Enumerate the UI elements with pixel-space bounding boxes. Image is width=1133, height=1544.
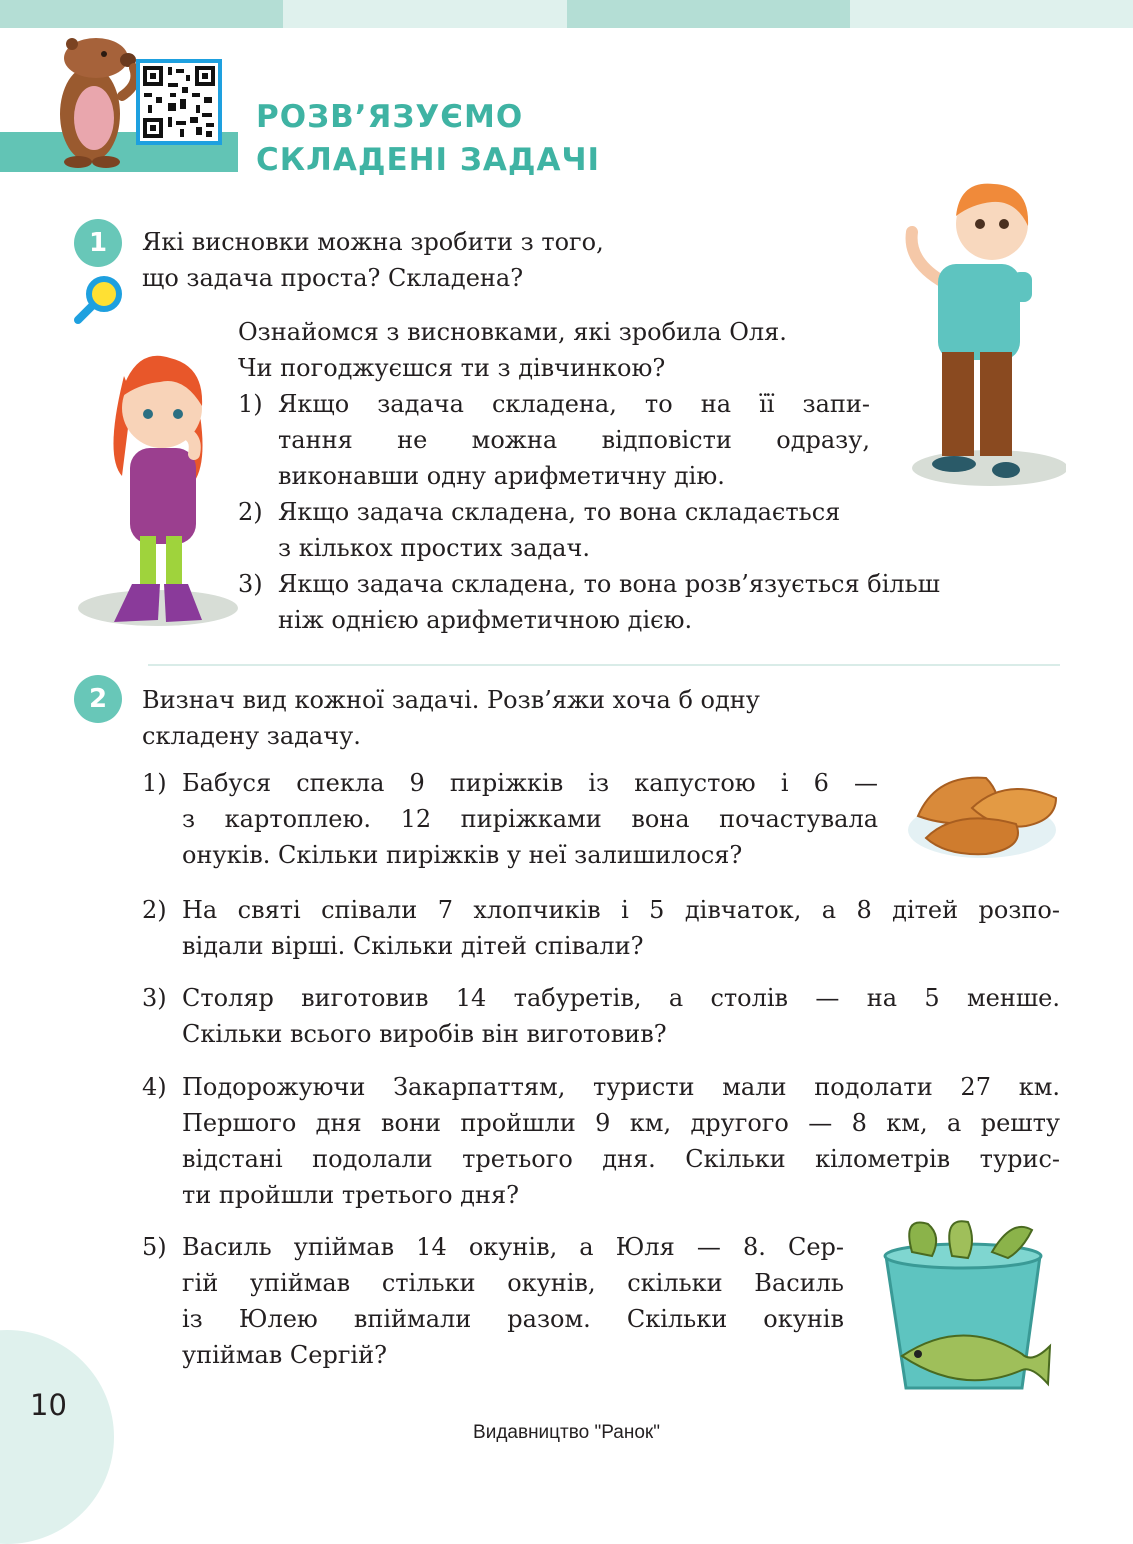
text-line: Василь упіймав 14 окунів, а Юля — 8. Сер- [182, 1233, 844, 1261]
task1-intro [238, 314, 787, 386]
list-item [142, 1229, 844, 1373]
list-item [238, 386, 870, 494]
text-line: Якщо задача складена, то вона розв’язується більш [278, 570, 940, 598]
top-stripe [283, 0, 567, 28]
list-item [238, 494, 938, 566]
qr-code-icon[interactable] [136, 59, 222, 145]
publisher-credit: Видавництво "Ранок" [473, 1422, 660, 1443]
list-item [142, 1069, 1060, 1213]
list-item [142, 765, 878, 873]
list-item [142, 980, 1060, 1052]
text-line: Першого дня вони пройшли 9 км, другого — 8 км, а решту [182, 1109, 1060, 1137]
text-line: що задача проста? Складена? [142, 264, 524, 292]
fish-bucket-illustration [872, 1216, 1060, 1402]
text-line: Якщо задача складена, то на її запи- [278, 390, 870, 418]
text-line: гій упіймав стільки окунів, скільки Василь [182, 1269, 844, 1297]
list-item-number: 3) [238, 570, 263, 598]
task1-question [142, 224, 604, 296]
top-stripe [0, 0, 283, 28]
text-line: із Юлею впіймали разом. Скільки окунів [182, 1305, 844, 1333]
text-line: тання не можна відповісти одразу, [278, 426, 870, 454]
text-line: Бабуся спекла 9 пиріжків із капустою і 6 — [182, 769, 878, 797]
text-line: Подорожуючи Закарпаттям, туристи мали подолати 27 км. [182, 1073, 1060, 1101]
task-number-badge: 1 [74, 219, 122, 267]
list-item-number: 2) [142, 896, 167, 924]
text-line: з кількох простих задач. [278, 534, 590, 562]
text-line: Які висновки можна зробити з того, [142, 228, 604, 256]
title-line: СКЛАДЕНІ ЗАДАЧІ [256, 142, 601, 178]
list-item-number: 4) [142, 1073, 167, 1101]
text-line: упіймав Сергій? [182, 1341, 387, 1369]
text-line: Визнач вид кожної задачі. Розв’яжи хоча б одну [142, 686, 760, 714]
text-line: Чи погоджуєшся ти з дівчинкою? [238, 354, 666, 382]
title-line: РОЗВ’ЯЗУЄМО [256, 99, 524, 135]
text-line: Скільки всього виробів він виготовив? [182, 1020, 667, 1048]
text-line: з картоплею. 12 пиріжками вона почастувала [182, 805, 878, 833]
text-line: онуків. Скільки пиріжків у неї залишилося? [182, 841, 743, 869]
page-number: 10 [30, 1388, 67, 1422]
text-line: складену задачу. [142, 722, 361, 750]
text-line: Ознайомся з висновками, які зробила Оля. [238, 318, 787, 346]
page-title [256, 96, 600, 182]
text-line: відстані подолали третього дня. Скільки кілометрів турис- [182, 1145, 1060, 1173]
top-stripe [850, 0, 1133, 28]
text-line: відали вірші. Скільки дітей співали? [182, 932, 644, 960]
list-item-number: 2) [238, 498, 263, 526]
list-item-number: 1) [142, 769, 167, 797]
magnifier-icon [70, 274, 126, 328]
list-item [238, 566, 1058, 638]
top-stripe [567, 0, 850, 28]
text-line: виконавши одну арифметичну дію. [278, 462, 725, 490]
task-number-badge: 2 [74, 675, 122, 723]
list-item-number: 5) [142, 1233, 167, 1261]
section-divider [148, 664, 1060, 666]
pies-illustration [906, 768, 1060, 862]
text-line: Столяр виготовив 14 табуретів, а столів — на 5 менше. [182, 984, 1060, 1012]
capybara-mascot-icon [48, 34, 144, 170]
girl-illustration [74, 336, 238, 630]
text-line: ти пройшли третього дня? [182, 1181, 519, 1209]
list-item-number: 1) [238, 390, 263, 418]
task2-question [142, 682, 760, 754]
boy-illustration [900, 180, 1066, 488]
text-line: ніж однією арифметичною дією. [278, 606, 693, 634]
list-item-number: 3) [142, 984, 167, 1012]
text-line: На святі співали 7 хлопчиків і 5 дівчаток, а 8 дітей розпо- [182, 896, 1060, 924]
text-line: Якщо задача складена, то вона складається [278, 498, 841, 526]
list-item [142, 892, 1060, 964]
